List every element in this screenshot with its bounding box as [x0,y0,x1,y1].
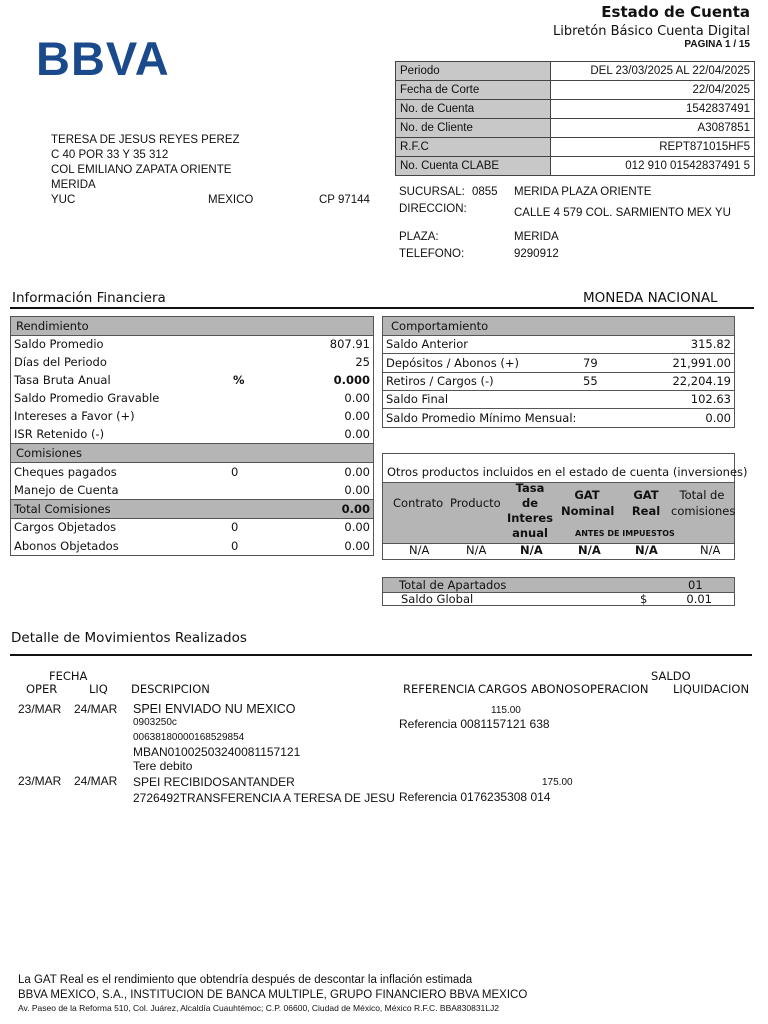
row-count: 79 [583,356,598,370]
financial-title: Información Financiera [12,290,166,306]
row-label: Saldo Promedio Mínimo Mensual: [386,411,577,425]
info-label: No. Cuenta CLABE [396,157,551,176]
info-row-fecha-corte [396,81,755,100]
client-colony: COL EMILIANO ZAPATA ORIENTE [51,164,232,176]
row-count: 55 [583,374,598,388]
row-label: Cheques pagados [14,465,117,479]
movements-header [0,668,768,698]
row-value: 0.000 [333,373,370,387]
col-tasa: Tasa de Interes anual [506,481,554,540]
movement-liq-date: 24/MAR [74,774,118,788]
com-row-cargos-objetados [11,518,373,536]
client-name: TERESA DE JESUS REYES PEREZ [51,134,240,146]
saldo-global-currency: $ [640,592,648,606]
movement-referencia: Referencia 0176235308 014 [399,790,551,804]
header-operacion: OPERACION [581,682,649,696]
row-label: Depósitos / Abonos (+) [386,356,519,370]
footer-address: Av. Paseo de la Reforma 510, Col. Juárez, Alcaldía Cuauhtémoc; C.P. 06600, Ciudad de México, México R.F.C. BBA830831LJ2 [18,1003,499,1013]
comp-row-depositos [383,354,734,373]
header-oper: OPER [26,682,58,696]
info-label: R.F.C [396,138,551,157]
col-gat-real: GAT Real [631,488,661,518]
row-value: 0.00 [344,465,370,479]
movement-row-1 [0,702,768,774]
apartados-total-label: Total de Apartados [399,578,507,592]
sucursal-label: SUCURSAL: [399,186,465,198]
row-label: Retiros / Cargos (-) [386,374,494,388]
val-contrato: N/A [409,543,430,557]
row-label: Manejo de Cuenta [14,483,119,497]
val-total-comisiones: N/A [700,543,721,557]
row-label: Saldo Promedio Gravable [14,391,160,405]
otros-productos-box [382,453,748,560]
row-value: 0.00 [341,502,370,516]
row-label: Saldo Anterior [386,337,468,351]
movement-referencia: Referencia 0081157121 638 [399,717,550,731]
section-header-label: Rendimiento [16,319,89,333]
row-label: Saldo Promedio [14,337,104,351]
header-saldo: SALDO [651,669,691,683]
apartados-total-value: 01 [688,578,703,592]
info-value: 012 910 01542837491 5 [551,157,755,176]
product-name: Libretón Básico Cuenta Digital [553,24,750,39]
row-label: Total Comisiones [14,502,111,516]
saldo-global-row [383,593,734,606]
row-count: 0 [231,539,239,553]
rend-row-tasa [11,371,373,389]
info-value: REPT871015HF5 [551,138,755,157]
client-cp: CP 97144 [319,194,370,206]
movement-liq-date: 24/MAR [74,702,118,716]
desc-line: 2726492TRANSFERENCIA A TERESA DE JESU [133,791,395,805]
row-unit: % [233,373,245,387]
row-value: 0.00 [344,483,370,497]
comp-row-saldo-anterior [383,335,734,354]
desc-line: Tere debito [133,759,193,774]
movement-oper-date: 23/MAR [18,702,62,716]
saldo-global-value: 0.01 [686,592,712,606]
row-value: 0.00 [344,409,370,423]
financial-rule [10,307,754,309]
page-indicator: PAGINA 1 / 15 [684,39,750,50]
client-country: MEXICO [208,194,254,206]
row-value: 0.00 [344,520,370,534]
otros-productos-values [383,543,734,559]
header-descripcion: DESCRIPCION [131,682,210,696]
section-header-label: Comisiones [16,446,83,460]
statement-title: Estado de Cuenta [601,3,750,21]
rend-row-intereses [11,407,373,425]
client-address [51,133,371,208]
row-value: 22,204.19 [672,374,731,388]
row-value: 0.00 [344,427,370,441]
otros-productos-header: Otros productos incluidos en el estado de cuenta (inversiones) [387,465,748,479]
movement-row-2 [0,774,768,806]
bbva-logo: BBVA [36,32,170,85]
telefono-label: TELEFONO: [399,248,465,260]
movements-rule [10,654,752,656]
sucursal-name: MERIDA PLAZA ORIENTE [514,186,652,198]
client-state: YUC [51,194,76,206]
header-abonos: ABONOS [531,682,581,696]
row-label: Saldo Final [386,392,449,406]
info-row-clabe [396,157,755,176]
val-producto: N/A [466,543,487,557]
rendimiento-box [10,316,374,556]
info-label: Fecha de Corte [396,81,551,100]
comportamiento-box [382,316,735,428]
com-row-total [11,500,373,519]
row-label: Tasa Bruta Anual [14,373,111,387]
info-value: 1542837491 [551,100,755,119]
col-total-comisiones: Total de comisiones [671,488,736,518]
row-value: 0.00 [705,411,731,425]
saldo-global-label: Saldo Global [401,592,474,606]
row-value: 102.63 [690,392,731,406]
info-row-periodo [396,62,755,81]
header-fecha: FECHA [49,669,88,683]
otros-productos-columns [383,482,734,544]
com-row-manejo [11,481,373,500]
rend-row-saldo-promedio [11,335,373,353]
apartados-box [382,577,735,606]
info-label: No. de Cliente [396,119,551,138]
header-liquidacion: LIQUIDACION [673,682,750,696]
info-value: A3087851 [551,119,755,138]
footer-gat-note: La GAT Real es el rendimiento que obtendría después de descontar la inflación estimada [18,974,473,986]
info-label: Periodo [396,62,551,81]
client-city: MERIDA [51,179,96,191]
account-info-table [395,61,755,176]
comp-row-saldo-minimo [383,409,734,427]
rend-row-isr [11,425,373,444]
row-count: 0 [231,520,239,534]
branch-info [399,185,749,265]
header-cargos: CARGOS [478,682,528,696]
info-value: DEL 23/03/2025 AL 22/04/2025 [551,62,755,81]
row-label: ISR Retenido (-) [14,427,105,441]
telefono-value: 9290912 [514,248,559,260]
desc-line: 0903250c [133,717,177,729]
com-row-abonos-objetados [11,537,373,555]
desc-line: SPEI ENVIADO NU MEXICO [133,702,296,716]
rendimiento-header [11,317,373,336]
header-referencia: REFERENCIA [403,682,476,696]
val-gat-real: N/A [635,543,658,557]
col-gat-nominal: GAT Nominal [561,488,615,518]
movement-description [133,774,395,806]
header-liq: LIQ [89,682,108,696]
val-tasa: N/A [520,543,543,557]
movement-description [133,702,300,773]
desc-line: MBAN01002503240081157121 [133,744,301,759]
info-row-rfc [396,138,755,157]
plaza-label: PLAZA: [399,231,439,243]
row-value: 807.91 [329,337,370,351]
section-header-label: Comportamiento [391,319,489,333]
com-row-cheques [11,463,373,481]
row-value: 0.00 [344,391,370,405]
movement-oper-date: 23/MAR [18,774,62,788]
apartados-total-row [383,578,734,593]
row-label: Intereses a Favor (+) [14,409,135,423]
direccion-label: DIRECCION: [399,203,467,215]
plaza-value: MERIDA [514,231,559,243]
direccion-value: CALLE 4 579 COL. SARMIENTO MEX YU [514,207,731,219]
row-count: 0 [231,465,239,479]
row-value: 0.00 [344,539,370,553]
col-producto: Producto [450,496,501,510]
movement-cargo: 115.00 [491,705,521,716]
comisiones-header [11,444,373,463]
row-value: 315.82 [690,337,731,351]
row-label: Cargos Objetados [14,520,117,534]
info-row-cliente [396,119,755,138]
rend-row-dias [11,353,373,371]
row-value: 25 [355,355,370,369]
comp-row-retiros [383,372,734,391]
antes-impuestos-note: ANTES DE IMPUESTOS [575,529,675,538]
footer-institution: BBVA MEXICO, S.A., INSTITUCION DE BANCA MULTIPLE, GRUPO FINANCIERO BBVA MEXICO [18,989,528,1001]
movements-title: Detalle de Movimientos Realizados [11,630,247,646]
client-street: C 40 POR 33 Y 35 312 [51,149,169,161]
rend-row-gravable [11,389,373,407]
row-label: Abonos Objetados [14,539,119,553]
sucursal-code: 0855 [472,186,498,198]
currency-label: MONEDA NACIONAL [583,290,718,306]
comportamiento-header [383,317,734,336]
desc-line: SPEI RECIBIDOSANTANDER [133,775,295,789]
val-gat-nominal: N/A [578,543,601,557]
info-label: No. de Cuenta [396,100,551,119]
col-contrato: Contrato [393,496,444,510]
desc-line: 00638180000168529854 [133,731,245,743]
row-label: Días del Periodo [14,355,107,369]
row-value: 21,991.00 [672,356,731,370]
info-row-cuenta [396,100,755,119]
movement-abono: 175.00 [542,777,573,788]
info-value: 22/04/2025 [551,81,755,100]
comp-row-saldo-final [383,390,734,409]
